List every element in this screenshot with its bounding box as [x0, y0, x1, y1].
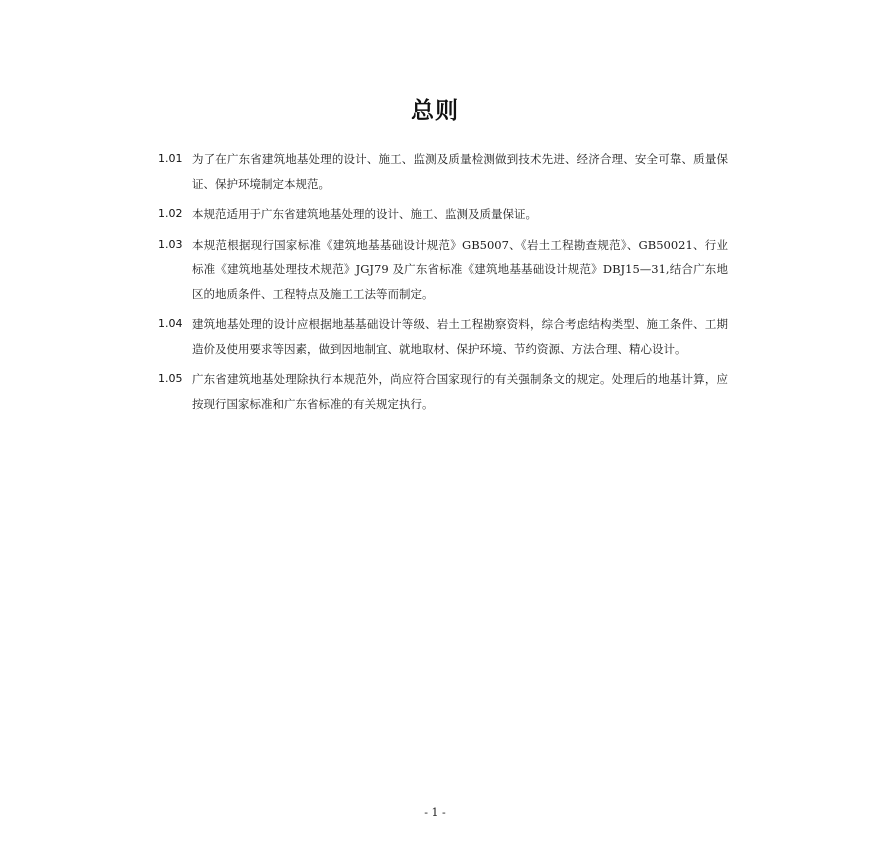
- clause-1-03: [158, 233, 728, 307]
- clause-number: 1.01: [158, 152, 183, 165]
- clause-1-05: [158, 367, 728, 416]
- clause-text: 为了在广东省建筑地基处理的设计、施工、监测及质量检测做到技术先进、经济合理、安全可靠、质量保证、保护环境制定本规范。: [192, 152, 728, 191]
- clause-1-01: [158, 147, 728, 196]
- clause-number: 1.02: [158, 207, 183, 220]
- clause-1-04: [158, 312, 728, 361]
- clause-text: 本规范根据现行国家标准《建筑地基基础设计规范》GB5007、《岩土工程勘查规范》、GB50021、行业标准《建筑地基处理技术规范》JGJ79 及广东省标准《建筑地基基础设计规范》DBJ15—31,结合广东地区的地质条件、工程特点及施工工法等而制定。: [192, 237, 728, 301]
- page-number: - 1 -: [424, 806, 446, 819]
- clause-list: [158, 147, 728, 422]
- page-title: 总则: [411, 98, 459, 124]
- clause-text: 建筑地基处理的设计应根据地基基础设计等级、岩土工程勘察资料，综合考虑结构类型、施工条件、工期造价及使用要求等因素，做到因地制宜、就地取材、保护环境、节约资源、方法合理、精心设计。: [192, 317, 728, 356]
- clause-number: 1.05: [158, 372, 183, 385]
- clause-1-02: [158, 202, 728, 227]
- clause-text: 广东省建筑地基处理除执行本规范外，尚应符合国家现行的有关强制条文的规定。处理后的地基计算，应按现行国家标准和广东省标准的有关规定执行。: [192, 372, 728, 411]
- clause-number: 1.04: [158, 317, 183, 330]
- clause-text: 本规范适用于广东省建筑地基处理的设计、施工、监测及质量保证。: [192, 207, 537, 221]
- clause-number: 1.03: [158, 237, 183, 251]
